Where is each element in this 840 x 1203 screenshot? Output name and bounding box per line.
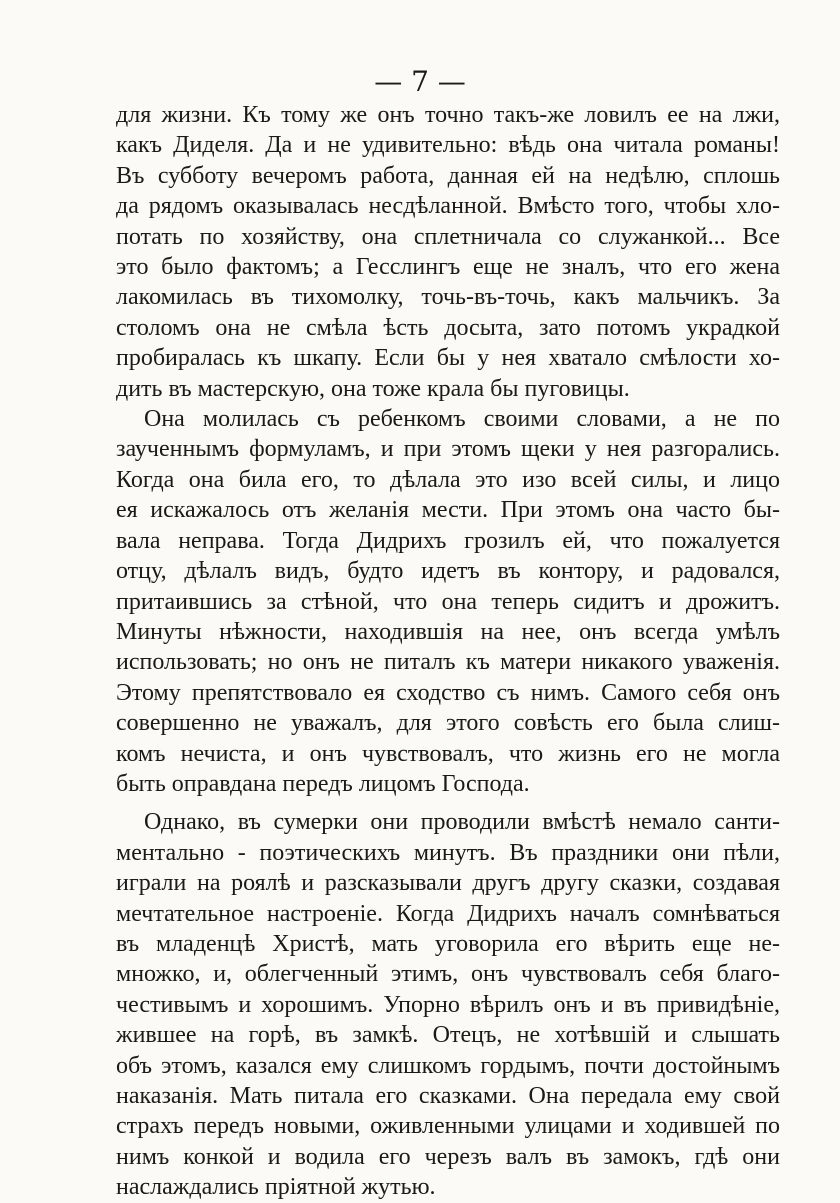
- text-line: быть оправдана передъ лицомъ Господа.: [116, 770, 530, 797]
- text-line: дить въ мастерскую, она тоже крала бы пуговицы.: [116, 375, 630, 402]
- text-line: столомъ она не смѣла ѣсть досыта, зато потомъ украдкой: [116, 314, 780, 341]
- text-line: Она молилась съ ребенкомъ своими словами, а не по: [144, 406, 780, 433]
- text-line: совершенно не уважалъ, для этого совѣсть его была слиш-: [116, 710, 780, 737]
- text-line: объ этомъ, казался ему слишкомъ гордымъ, почти достойнымъ: [116, 1052, 780, 1079]
- text-line: вала неправа. Тогда Дидрихъ грозилъ ей, что пожалуется: [116, 527, 780, 554]
- text-line: комъ нечиста, и онъ чувствовалъ, что жизнь его не могла: [116, 740, 780, 767]
- text-line: Минуты нѣжности, находившія на нее, онъ всегда умѣлъ: [116, 618, 780, 645]
- text-line: Въ субботу вечеромъ работа, данная ей на недѣлю, сплошь: [116, 162, 780, 189]
- text-line: использовать; но онъ не питалъ къ матери никакого уваженія.: [116, 649, 780, 676]
- text-line: мечтательное настроеніе. Когда Дидрихъ началъ сомнѣваться: [116, 900, 780, 927]
- body-text: [116, 100, 780, 1203]
- text-line: Когда она била его, то дѣлала это изо всей силы, и лицо: [116, 466, 780, 493]
- text-line: множко, и, облегченный этимъ, онъ чувствовалъ себя благо-: [116, 961, 780, 988]
- text-line: играли на роялѣ и разсказывали другъ другу сказки, создавая: [116, 870, 780, 897]
- text-line: лакомилась въ тихомолку, точь-въ-точь, какъ мальчикъ. За: [116, 284, 780, 311]
- text-line: нимъ конкой и водила его черезъ валъ въ замокъ, гдѣ они: [116, 1143, 780, 1170]
- paragraph-1: [116, 100, 780, 404]
- text-line: страхъ передъ новыми, оживленными улицами и ходившей по: [116, 1113, 780, 1140]
- paragraph-3: [116, 807, 780, 1202]
- text-line: жившее на горѣ, въ замкѣ. Отецъ, не хотѣвшій и слышать: [116, 1022, 780, 1049]
- text-line: пробиралась къ шкапу. Если бы у нея хватало смѣлости хо-: [116, 345, 780, 372]
- paragraph-2: [116, 404, 780, 799]
- text-line: Этому препятствовало ея сходство съ нимъ. Самого себя онъ: [116, 679, 780, 706]
- text-line: для жизни. Къ тому же онъ точно такъ-же ловилъ ее на лжи,: [116, 102, 780, 128]
- text-line: честивымъ и хорошимъ. Упорно вѣрилъ онъ и въ привидѣніе,: [116, 991, 780, 1018]
- text-line: наказанія. Мать питала его сказками. Она передала ему свой: [116, 1083, 780, 1109]
- text-line: притаившись за стѣной, что она теперь сидитъ и дрожитъ.: [116, 588, 780, 615]
- text-line: какъ Диделя. Да и не удивительно: вѣдь она читала романы!: [116, 132, 780, 159]
- text-line: Однако, въ сумерки они проводили вмѣстѣ немало санти-: [144, 809, 780, 836]
- text-line: ментально - поэтическихъ минутъ. Въ праздники они пѣли,: [116, 839, 780, 866]
- page-number: — 7 —: [374, 65, 466, 98]
- text-line: отцу, дѣлалъ видъ, будто идетъ въ контору, и радовался,: [116, 558, 780, 585]
- text-line: ея искажалось отъ желанія мести. При этомъ она часто бы-: [116, 497, 780, 524]
- text-line: наслаждались пріятной жутью.: [116, 1174, 436, 1201]
- text-line: да рядомъ оказывалась несдѣланной. Вмѣсто того, чтобы хло-: [116, 193, 780, 220]
- text-line: заученнымъ формуламъ, и при этомъ щеки у нея разгорались.: [116, 436, 780, 463]
- text-line: въ младенцѣ Христѣ, мать уговорила его вѣрить еще не-: [116, 930, 780, 957]
- text-line: потать по хозяйству, она сплетничала со служанкой... Все: [116, 223, 780, 250]
- text-line: это было фактомъ; а Гесслингъ еще не зналъ, что его жена: [116, 254, 780, 281]
